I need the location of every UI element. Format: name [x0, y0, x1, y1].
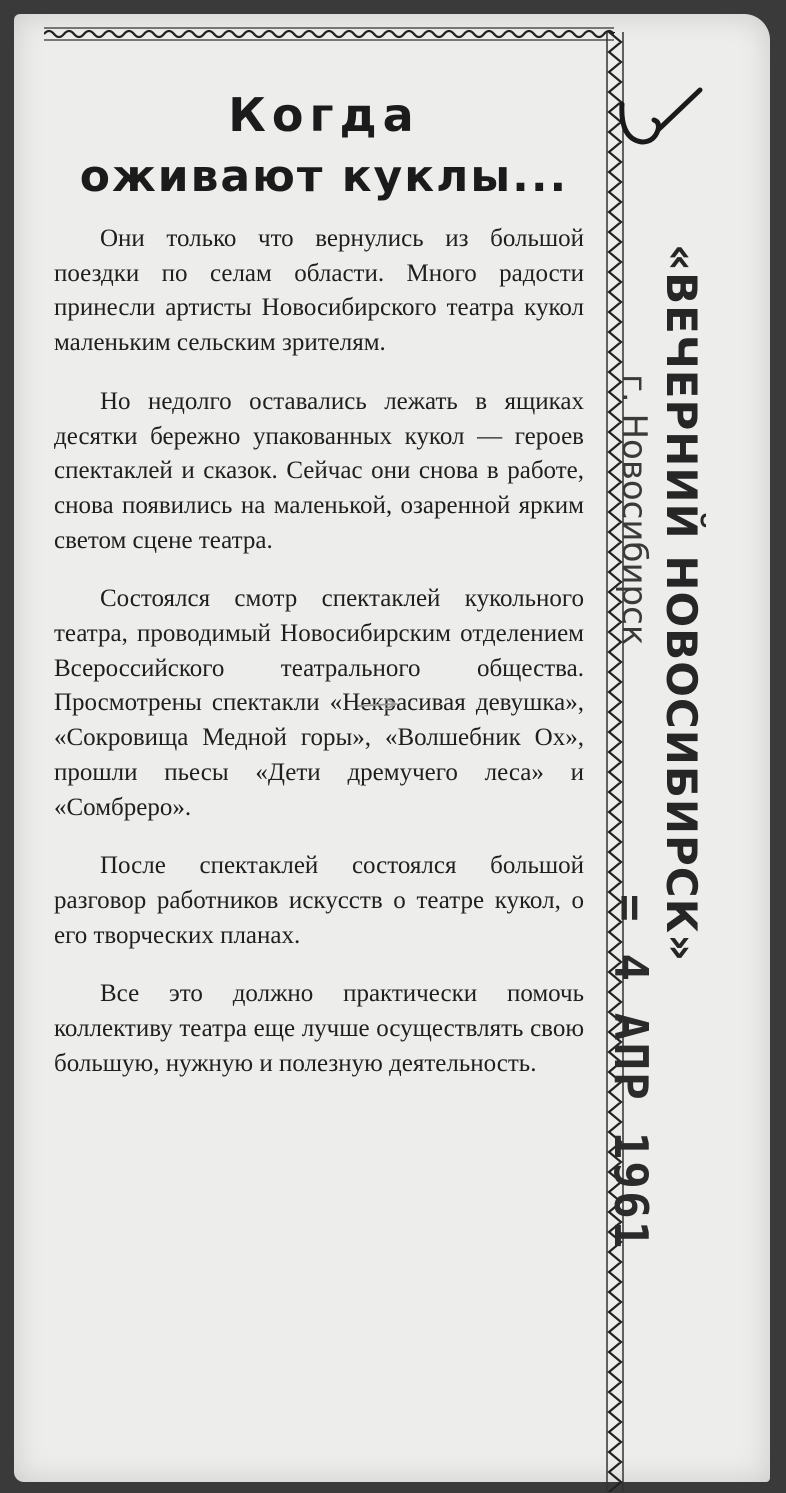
stamp-newspaper-name: «ВЕЧЕРНИЙ НОВОСИБИРСК»: [657, 244, 706, 963]
pencil-arrow-mark: [354, 694, 404, 714]
headline-line-2: оживают куклы...: [79, 151, 569, 202]
paragraph-4: После спектаклей состоялся большой разговор работников искусств о театре кукол, о его творческих планах.: [54, 852, 584, 949]
stamp-city: г. Новосибирск: [614, 374, 654, 646]
newspaper-clipping: [14, 14, 770, 1482]
paragraph-2: Но недолго оставались лежать в ящиках десятки бережно упакованных кукол — героев спектаклей и сказок. Сейчас они снова в работе, снова появились на маленькой, озаренной ярким светом сцене театра.: [54, 387, 584, 554]
paragraph-5: Все это должно практически помочь коллективу театра еще лучше осуществлять свою большую, нужную и полезную деятельность.: [54, 980, 584, 1077]
date-stamp: [600, 894, 680, 1254]
top-wavy-border: [44, 26, 614, 42]
headline-line-1: Когда: [228, 88, 420, 142]
stamp-date: = 4 АПР 1961: [604, 894, 658, 1251]
side-wavy-border: [604, 32, 626, 1492]
paragraph-3: Состоялся смотр спектаклей кукольного театра, проводимый Новосибирским отделением Всероссийского театрального общества. Просмотрены спектакли «Некрасивая девушка», «Сокровища Медной горы», «Волшебник Ох», прошли пьесы «Дети дремучего леса» и «Сомбреро».: [54, 585, 584, 821]
article-headline: [54, 84, 594, 208]
handwritten-check-mark: [614, 84, 714, 154]
paragraph-1: Они только что вернулись из большой поездки по селам области. Много радости принесли артисты Новосибирского театра кукол маленьким сельским зрителям.: [54, 225, 584, 357]
article-body: [54, 222, 584, 1105]
